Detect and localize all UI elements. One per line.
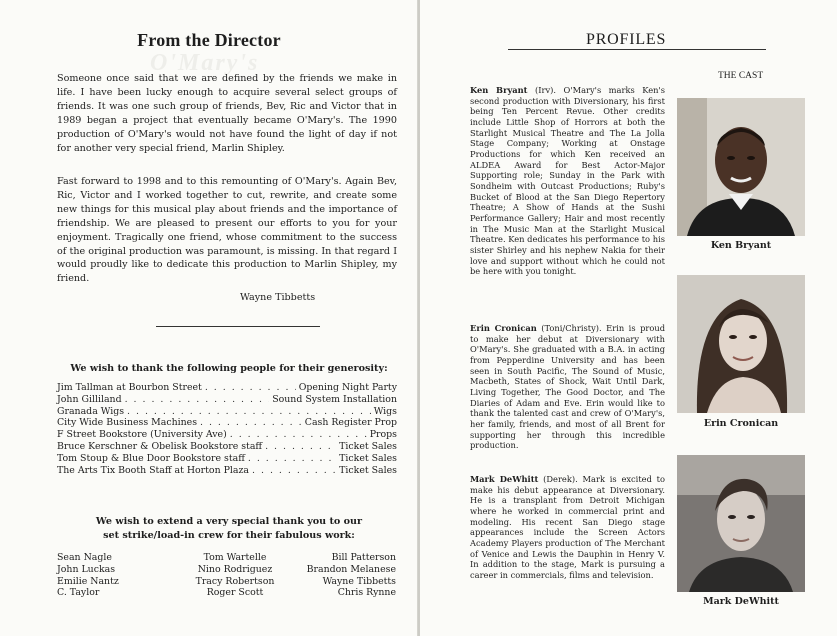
crew-member: Bill Patterson [331, 552, 396, 563]
crew-member: Nino Rodriguez [197, 563, 273, 575]
thanks-item: Ticket Sales [339, 452, 397, 464]
director-page [0, 0, 418, 636]
thanks-list [57, 382, 397, 476]
thanks-item: Wigs [373, 405, 397, 417]
thanks-donor: The Arts Tix Booth Staff at Horton Plaza [57, 464, 250, 476]
cast-bio-text: O'Mary's marks Ken's second production with Diversionary, his first being Ten Percent Revue. Other credits include Little Shop of Horrors at both the Starlight Musical Theatre and The La Jolla Stage Company; Working at Onstage Productions for which Ken received an ALDEA Award for Best Actor-Major Supporting role; Sunday in the Park with Sondheim with Outcast Productions; Ruby's Bucket of Blood at the San Diego Repertory Theatre; A Show of Hands at the Sushi Performance Gallery; Hair and most recently in The Music Man at the Starlight Musical Theatre. Ken dedicates his performance to his sister Shirley and his nephew Nakia for their love and support without which he could not be here with you tonight. [470, 85, 665, 277]
thanks-item: Ticket Sales [339, 440, 397, 452]
director-paragraph-1: Someone once said that we are defined by the friends we make in life. I have been lucky enough to acquire several select groups of friends. It was one such group of friends, Bev, Ric and Victor that in 1989 began a project that eventually became O'Mary's. The 1990 production of O'Mary's would not have found the light of day if not for another very special friend, Marlin Shipley. [57, 73, 397, 154]
crew-member: Tom Wartelle [203, 552, 267, 563]
portrait-image [677, 275, 805, 413]
cast-role: (Derek). [543, 474, 578, 484]
thanks-donor: Bruce Kerschner & Obelisk Bookstore staff [57, 440, 263, 452]
director-paragraph-2: Fast forward to 1998 and to this remounting of O'Mary's. Again Bev, Ric, Victor and I worked together to cut, rewrite, and create some new things for this musical play about friends and the importance of friendship. We are pleased to present our efforts to you for your enjoyment. Tragically one friend, whose commitment to the success of the original production was paramount, is missing. In that regard I would proudly like to dedicate this production to Marlin Shipley, my friend. [57, 176, 397, 285]
dot-leader [248, 453, 336, 464]
portrait-image [677, 98, 805, 236]
thanks-row [57, 406, 397, 418]
cast-name: Mark DeWhitt [470, 474, 539, 484]
dot-leader [125, 394, 270, 405]
section-divider [156, 326, 320, 327]
thanks-row [57, 429, 397, 441]
thanks-donor: F Street Bookstore (University Ave) [57, 429, 227, 441]
cast-name: Erin Cronican [470, 323, 537, 333]
cast-bio-text: Mark is excited to make his debut appearance at Diversionary. He is a transplant from Detroit Michigan where he worked in commercial print and modeling. His recent San Diego stage appearances include the Screen Actors Academy Players production of The Merchant of Venice and Lewis the Dauphin in Henry V. In addition to the stage, Mark is pursuing a career in commercials, films and television. [470, 474, 666, 580]
crew-heading-line-2: set strike/load-in crew for their fabulous work: [103, 530, 355, 541]
cast-section-label: THE CAST [718, 71, 764, 81]
thanks-donor: John Gilliland [57, 393, 122, 405]
thanks-row [57, 465, 397, 477]
cast-bio-mark-dewhitt [470, 474, 665, 581]
crew-member: Tracy Robertson [195, 575, 275, 587]
caption-mark-dewhitt: Mark DeWhitt [703, 596, 779, 607]
crew-member: Brandon Melanese [306, 563, 396, 575]
crew-member: C. Taylor [57, 587, 100, 599]
crew-member: Wayne Tibbetts [322, 575, 396, 587]
cast-bio-erin-cronican [470, 323, 665, 451]
portrait-image [677, 455, 805, 592]
thanks-row [57, 382, 397, 394]
profiles-title: PROFILES [586, 31, 667, 48]
thanks-row [57, 394, 397, 406]
thanks-heading: We wish to thank the following people for their generosity: [70, 363, 388, 374]
crew-heading-line-1: We wish to extend a very special thank you to our [95, 516, 363, 527]
dot-leader [265, 441, 336, 452]
thanks-donor: Jim Tallman at Bourbon Street [57, 382, 202, 393]
thanks-item: Cash Register Prop [304, 417, 397, 429]
caption-ken-bryant: Ken Bryant [710, 240, 772, 251]
crew-column-1 [57, 552, 175, 599]
crew-member: Emilie Nantz [57, 575, 119, 587]
cast-bio-text: Erin is proud to make her debut at Diversionary with O'Mary's. She graduated with a B.A. in acting from Pepperdine University and has been seen in South Pacific, The Sound of Music, Macbeth, States of Shock, Wait Until Dark, Living Together, The Good Doctor, and The Diaries of Adam and Eve. Erin would like to thank the talented cast and crew of O'Mary's, her family, friends, and most of all Brent for supporting her through this incredible production. [470, 323, 666, 451]
profiles-page [420, 0, 837, 636]
cast-bio-ken-bryant [470, 85, 665, 277]
thanks-row [57, 441, 397, 453]
crew-column-3 [278, 552, 396, 599]
headshot-erin-cronican [677, 275, 805, 413]
show-through-watermark: O'Mary's [150, 50, 260, 76]
caption-erin-cronican: Erin Cronican [703, 418, 779, 429]
thanks-item: Props [369, 429, 397, 441]
profiles-title-rule [508, 49, 766, 50]
director-signature: Wayne Tibbetts [240, 292, 316, 303]
thanks-row [57, 453, 397, 465]
cast-role: (Irv). [534, 85, 557, 95]
headshot-ken-bryant [677, 98, 805, 236]
dot-leader [200, 417, 302, 428]
headshot-mark-dewhitt [677, 455, 805, 592]
thanks-item: Opening Night Party [298, 382, 397, 393]
crew-member: Sean Nagle [57, 552, 112, 563]
thanks-donor: Tom Stoup & Blue Door Bookstore staff [57, 452, 245, 464]
thanks-item: Sound System Installation [272, 393, 397, 405]
crew-member: Roger Scott [206, 587, 264, 599]
dot-leader [230, 429, 367, 440]
thanks-row [57, 417, 397, 429]
crew-column-2 [176, 552, 294, 599]
dot-leader [252, 465, 336, 476]
dot-leader [205, 382, 296, 393]
thanks-donor: Granada Wigs [57, 405, 125, 417]
thanks-donor: City Wide Business Machines [57, 417, 198, 429]
page-title: From the Director [137, 30, 281, 50]
thanks-item: Ticket Sales [339, 464, 397, 476]
crew-member: Chris Rynne [337, 587, 396, 599]
crew-member: John Luckas [57, 563, 116, 575]
dot-leader [127, 406, 371, 417]
cast-role: (Toni/Christy). [541, 323, 602, 333]
cast-name: Ken Bryant [470, 85, 528, 95]
